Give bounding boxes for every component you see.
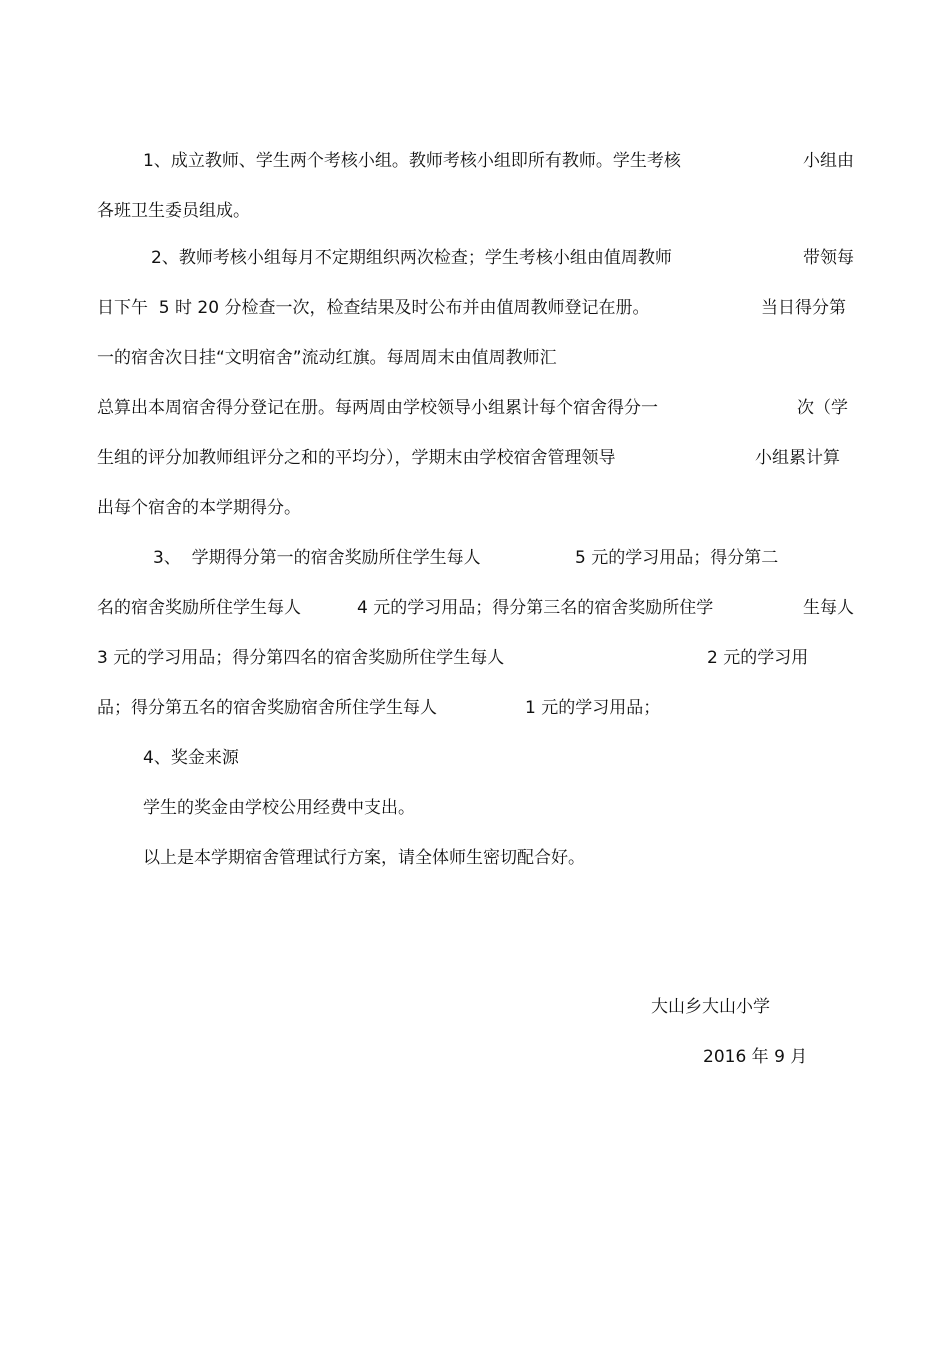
text-line: 日下午 5 时 20 分检查一次，检查结果及时公布并由值周教师登记在册。 (97, 298, 650, 318)
text-line: 以上是本学期宿舍管理试行方案，请全体师生密切配合好。 (143, 848, 585, 868)
text-line: 小组由 (803, 151, 854, 171)
text-line: 总算出本周宿舍得分登记在册。每两周由学校领导小组累计每个宿舍得分一 (97, 398, 658, 418)
text-line: 3 元的学习用品；得分第四名的宿舍奖励所住学生每人 (97, 648, 505, 668)
text-line: 各班卫生委员组成。 (97, 201, 250, 221)
text-line: 出每个宿舍的本学期得分。 (97, 498, 301, 518)
text-line: 品；得分第五名的宿舍奖励宿舍所住学生每人 (97, 698, 437, 718)
text-line: 当日得分第 (761, 298, 846, 318)
text-line: 学生的奖金由学校公用经费中支出。 (143, 798, 415, 818)
text-line: 3、 学期得分第一的宿舍奖励所住学生每人 (153, 548, 481, 568)
text-line: 1、成立教师、学生两个考核小组。教师考核小组即所有教师。学生考核 (143, 151, 681, 171)
text-line: 4 元的学习用品；得分第三名的宿舍奖励所住学 (357, 598, 714, 618)
text-line: 4、奖金来源 (143, 748, 239, 768)
signature-org: 大山乡大山小学 (651, 997, 770, 1017)
text-line: 5 元的学习用品；得分第二 (575, 548, 779, 568)
text-line: 名的宿舍奖励所住学生每人 (97, 598, 301, 618)
text-line: 小组累计算 (755, 448, 840, 468)
text-line: 2 元的学习用 (707, 648, 809, 668)
text-line: 2、教师考核小组每月不定期组织两次检查；学生考核小组由值周教师 (151, 248, 672, 268)
text-line: 一的宿舍次日挂“文明宿舍”流动红旗。每周周末由值周教师汇 (97, 348, 557, 368)
text-line: 1 元的学习用品； (525, 698, 661, 718)
text-line: 生每人 (803, 598, 854, 618)
text-line: 生组的评分加教师组评分之和的平均分），学期末由学校宿舍管理领导 (97, 448, 616, 468)
text-line: 带领每 (803, 248, 854, 268)
signature-date: 2016 年 9 月 (703, 1047, 808, 1067)
text-line: 次（学 (797, 398, 848, 418)
